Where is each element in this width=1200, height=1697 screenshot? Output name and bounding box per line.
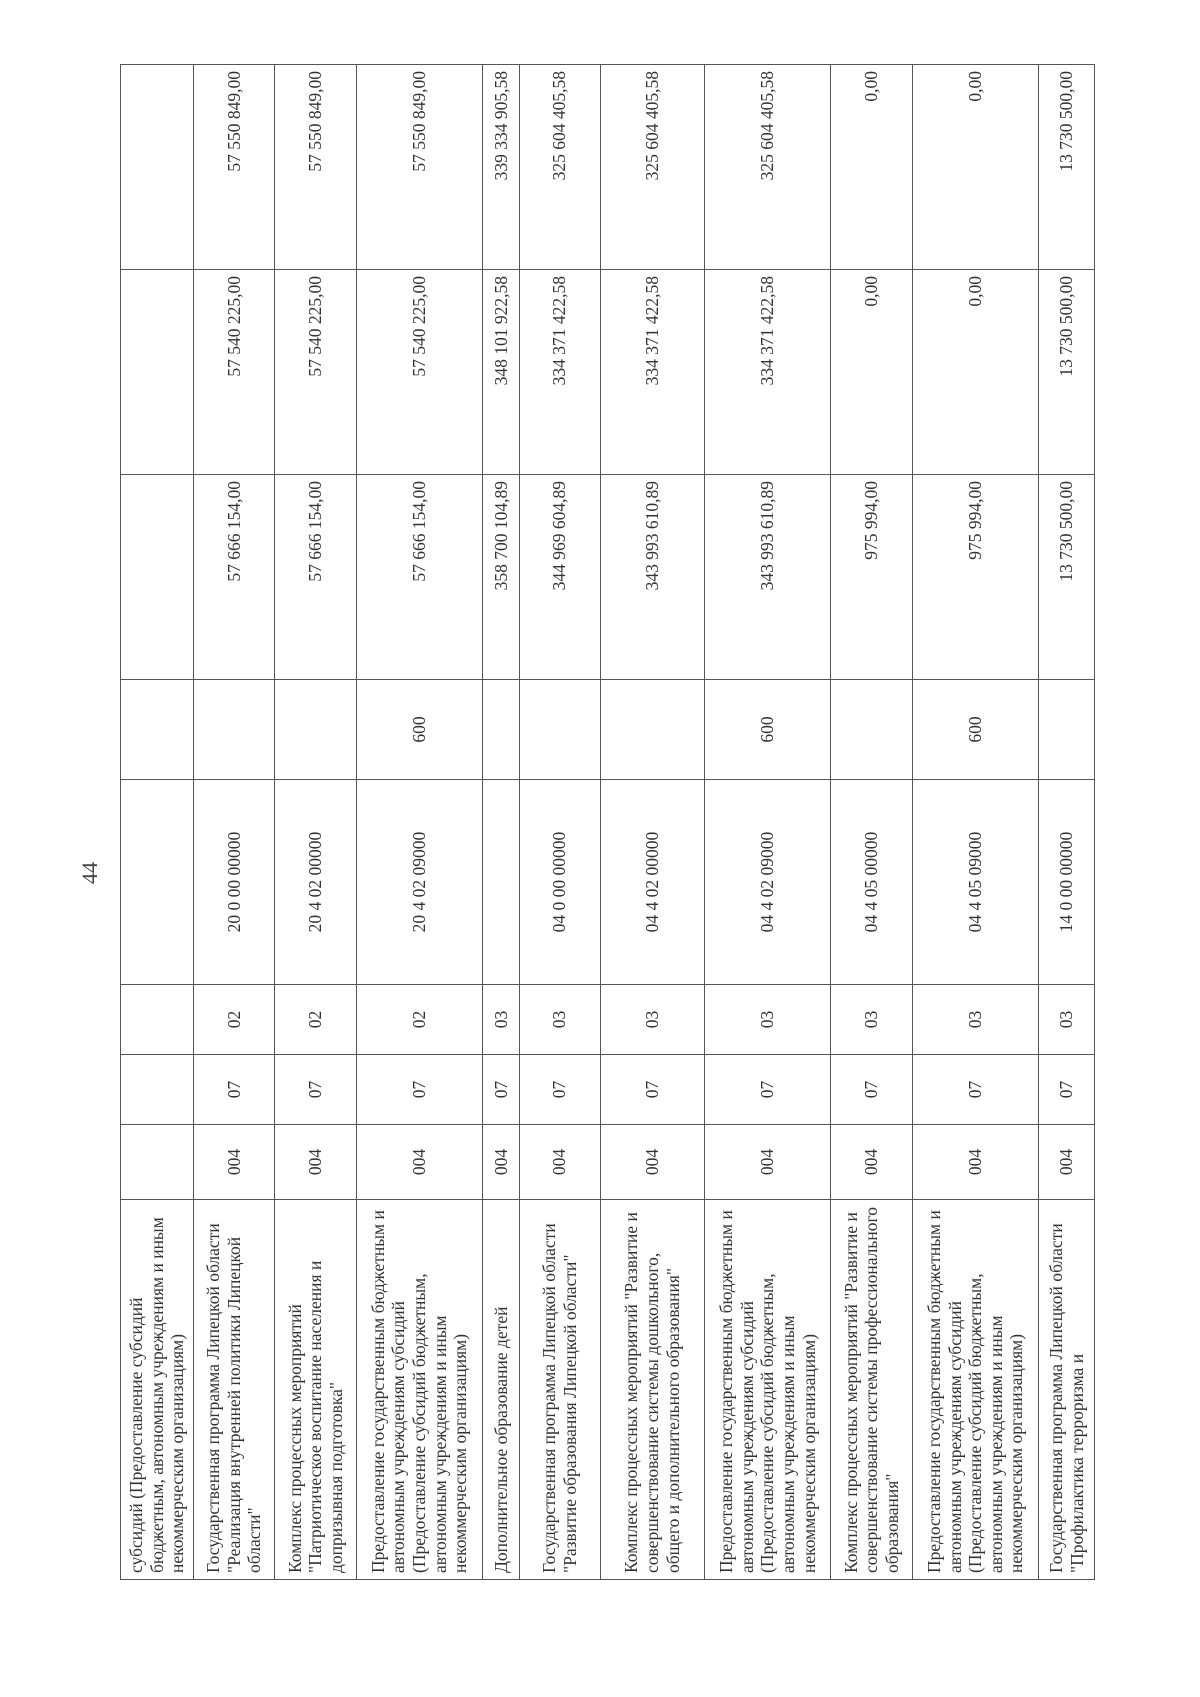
target-article-cell: 20 4 02 09000 [356,780,482,985]
table-row [275,65,356,1580]
expense-type-cell: 600 [912,680,1038,780]
amount-year3-cell: 0,00 [831,65,912,270]
amount-year2-cell: 0,00 [831,270,912,475]
ved-cell: 004 [704,1125,830,1200]
amount-year3-cell: 57 550 849,00 [356,65,482,270]
table-row [121,65,194,1580]
subsection-cell: 03 [912,985,1038,1055]
amount-year2-cell: 334 371 422,58 [519,270,600,475]
table-body [121,65,1095,1580]
target-article-cell: 14 0 00 00000 [1039,780,1095,985]
amount-year2-cell: 57 540 225,00 [193,270,274,475]
subsection-cell: 03 [483,985,519,1055]
amount-year3-cell: 57 550 849,00 [193,65,274,270]
expense-type-cell [121,680,194,780]
ved-cell: 004 [193,1125,274,1200]
subsection-cell: 03 [704,985,830,1055]
expense-type-cell [600,680,704,780]
expense-type-cell [483,680,519,780]
amount-year3-cell: 13 730 500,00 [1039,65,1095,270]
ved-cell: 004 [519,1125,600,1200]
amount-year3-cell: 0,00 [912,65,1038,270]
table-row [519,65,600,1580]
ved-cell: 004 [831,1125,912,1200]
target-article-cell [483,780,519,985]
row-name-cell: Предоставление государственным бюджетным и автономным учреждениям субсидий (Предоставление субсидий бюджетным, автономным учреждениям и иным некоммерческим организациям) [912,1200,1038,1580]
amount-year1-cell: 57 666 154,00 [193,475,274,680]
subsection-cell: 03 [519,985,600,1055]
section-cell: 07 [1039,1055,1095,1125]
ved-cell: 004 [912,1125,1038,1200]
subsection-cell: 03 [1039,985,1095,1055]
target-article-cell: 04 4 02 09000 [704,780,830,985]
amount-year1-cell: 358 700 104,89 [483,475,519,680]
amount-year3-cell: 57 550 849,00 [275,65,356,270]
target-article-cell: 20 4 02 00000 [275,780,356,985]
expense-type-cell [275,680,356,780]
row-name-cell: Комплекс процессных мероприятий "Патриотическое воспитание населения и допризывная подготовка" [275,1200,356,1580]
rotated-table-wrapper [120,65,1095,1580]
amount-year2-cell: 57 540 225,00 [275,270,356,475]
subsection-cell: 02 [275,985,356,1055]
section-cell [121,1055,194,1125]
section-cell: 07 [275,1055,356,1125]
target-article-cell: 04 0 00 00000 [519,780,600,985]
section-cell: 07 [356,1055,482,1125]
page-number: 44 [77,862,102,884]
amount-year2-cell: 334 371 422,58 [704,270,830,475]
row-name-cell: Государственная программа Липецкой области "Развитие образования Липецкой области" [519,1200,600,1580]
target-article-cell: 04 4 05 09000 [912,780,1038,985]
section-cell: 07 [483,1055,519,1125]
budget-table [120,64,1095,1580]
table-row [912,65,1038,1580]
target-article-cell: 04 4 02 00000 [600,780,704,985]
amount-year3-cell: 339 334 905,58 [483,65,519,270]
amount-year1-cell [121,475,194,680]
table-row [193,65,274,1580]
amount-year2-cell: 57 540 225,00 [356,270,482,475]
target-article-cell: 04 4 05 00000 [831,780,912,985]
expense-type-cell: 600 [704,680,830,780]
subsection-cell: 03 [831,985,912,1055]
amount-year3-cell: 325 604 405,58 [704,65,830,270]
amount-year3-cell [121,65,194,270]
expense-type-cell [519,680,600,780]
ved-cell: 004 [275,1125,356,1200]
expense-type-cell [193,680,274,780]
amount-year1-cell: 343 993 610,89 [600,475,704,680]
subsection-cell [121,985,194,1055]
row-name-cell: Предоставление государственным бюджетным и автономным учреждениям субсидий (Предоставление субсидий бюджетным, автономным учреждениям и иным некоммерческим организациям) [704,1200,830,1580]
target-article-cell [121,780,194,985]
amount-year3-cell: 325 604 405,58 [519,65,600,270]
table-row [483,65,519,1580]
row-name-cell: Комплекс процессных мероприятий "Развитие и совершенствование системы дошкольного, общего и дополнительного образования" [600,1200,704,1580]
amount-year1-cell: 975 994,00 [912,475,1038,680]
row-name-cell: Комплекс процессных мероприятий "Развитие и совершенствование системы профессионального образования" [831,1200,912,1580]
amount-year1-cell: 13 730 500,00 [1039,475,1095,680]
row-name-cell: Дополнительное образование детей [483,1200,519,1580]
amount-year1-cell: 344 969 604,89 [519,475,600,680]
ved-cell: 004 [1039,1125,1095,1200]
table-row [831,65,912,1580]
table-row [1039,65,1095,1580]
amount-year1-cell: 975 994,00 [831,475,912,680]
target-article-cell: 20 0 00 00000 [193,780,274,985]
amount-year1-cell: 57 666 154,00 [275,475,356,680]
amount-year1-cell: 57 666 154,00 [356,475,482,680]
section-cell: 07 [600,1055,704,1125]
amount-year3-cell: 325 604 405,58 [600,65,704,270]
table-row [356,65,482,1580]
section-cell: 07 [704,1055,830,1125]
amount-year2-cell: 334 371 422,58 [600,270,704,475]
amount-year2-cell: 0,00 [912,270,1038,475]
section-cell: 07 [193,1055,274,1125]
table-row [704,65,830,1580]
row-name-cell: субсидий (Предоставление субсидий бюджетным, автономным учреждениям и иным некоммерческим организациям) [121,1200,194,1580]
row-name-cell: Государственная программа Липецкой области "Профилактика терроризма и [1039,1200,1095,1580]
section-cell: 07 [831,1055,912,1125]
row-name-cell: Предоставление государственным бюджетным и автономным учреждениям субсидий (Предоставление субсидий бюджетным, автономным учреждениям и иным некоммерческим организациям) [356,1200,482,1580]
section-cell: 07 [519,1055,600,1125]
table-row [600,65,704,1580]
ved-cell: 004 [600,1125,704,1200]
amount-year1-cell: 343 993 610,89 [704,475,830,680]
section-cell: 07 [912,1055,1038,1125]
row-name-cell: Государственная программа Липецкой области "Реализация внутренней политики Липецкой области" [193,1200,274,1580]
ved-cell [121,1125,194,1200]
subsection-cell: 02 [193,985,274,1055]
ved-cell: 004 [483,1125,519,1200]
expense-type-cell [1039,680,1095,780]
subsection-cell: 02 [356,985,482,1055]
expense-type-cell: 600 [356,680,482,780]
expense-type-cell [831,680,912,780]
amount-year2-cell: 13 730 500,00 [1039,270,1095,475]
subsection-cell: 03 [600,985,704,1055]
amount-year2-cell: 348 101 922,58 [483,270,519,475]
amount-year2-cell [121,270,194,475]
ved-cell: 004 [356,1125,482,1200]
